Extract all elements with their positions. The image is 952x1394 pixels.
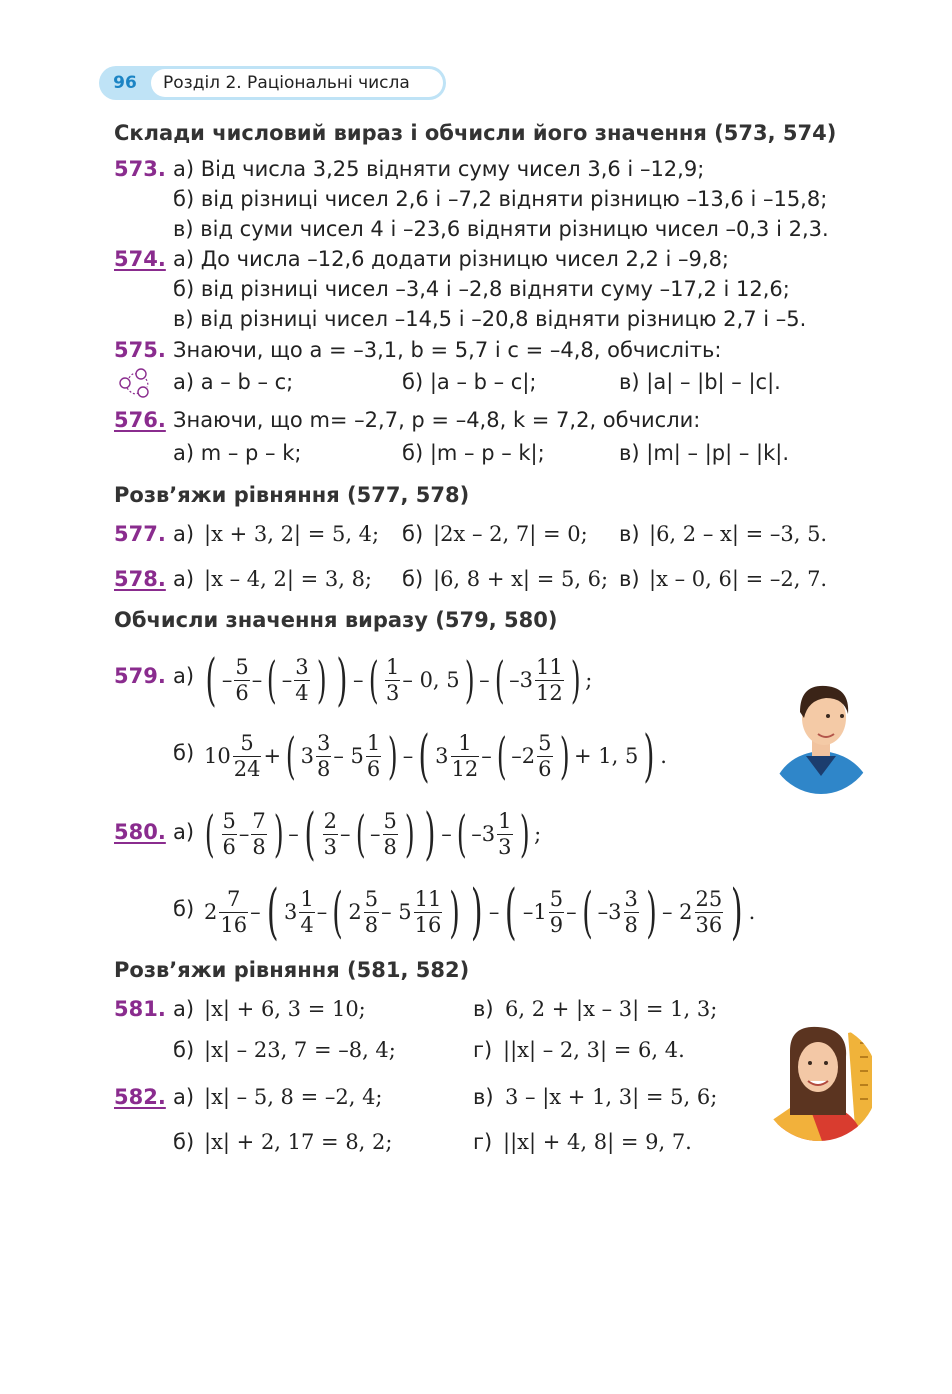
- problem-577-b-label: б): [402, 522, 424, 546]
- problem-number-578: 578.: [114, 567, 166, 591]
- problem-number-573: 573.: [114, 157, 166, 181]
- section-heading-4: Розв’яжи рівняння (581, 582): [114, 958, 470, 982]
- problem-number-576: 576.: [114, 408, 166, 432]
- problem-574-b: б) від різниці чисел –3,4 і –2,8 відняти суму –17,2 і 12,6;: [173, 277, 790, 301]
- problem-573-a: а) Від числа 3,25 відняти суму чисел 3,6 і –12,9;: [173, 157, 705, 181]
- problem-579-b-label: б): [173, 741, 195, 765]
- section-heading-1: Склади числовий вираз і обчисли його значення (573, 574): [114, 121, 837, 145]
- problem-577-c-label: в): [619, 522, 640, 546]
- problem-577-a: |x + 3, 2| = 5, 4;: [204, 522, 380, 546]
- problem-576-intro: Знаючи, що m= –2,7, p = –4,8, k = 7,2, обчисли:: [173, 408, 701, 432]
- expression-580-b: 2 $\frac{7}{16}$ – ( 3 $\frac{1}{4}$ – ( 2 $\frac{5}{8}$ – 5 $\frac{11}{16}$ ) ) – ( –1 $\frac{5}{9}$ – ( –3 $\frac{3}{8}$ ) – 2 $\frac{25}{36}$ ) .: [204, 877, 756, 947]
- problem-576-a: а) m – p – k;: [173, 441, 302, 465]
- problem-number-582: 582.: [114, 1085, 166, 1109]
- problem-582-a: |x| – 5, 8 = –2, 4;: [204, 1085, 383, 1109]
- page-number: 96: [113, 73, 137, 93]
- boy-illustration: [766, 676, 876, 794]
- problem-580-b-label: б): [173, 897, 195, 921]
- problem-number-575: 575.: [114, 338, 166, 362]
- problem-581-b-label: б): [173, 1038, 195, 1062]
- problem-578-a: |x – 4, 2| = 3, 8;: [204, 567, 373, 591]
- problem-582-c-label: в): [473, 1085, 494, 1109]
- problem-575-a: а) a – b – c;: [173, 370, 294, 394]
- problem-580-a-label: а): [173, 820, 195, 844]
- problem-582-d-label: г): [473, 1130, 493, 1154]
- chapter-title: Розділ 2. Раціональні числа: [151, 69, 443, 97]
- problem-575-intro: Знаючи, що a = –3,1, b = 5,7 і c = –4,8, обчисліть:: [173, 338, 722, 362]
- problem-578-c-label: в): [619, 567, 640, 591]
- problem-575-b: б) |a – b – c|;: [402, 370, 537, 394]
- problem-577-b: |2x – 2, 7| = 0;: [433, 522, 588, 546]
- problem-number-581: 581.: [114, 997, 166, 1021]
- problem-578-c: |x – 0, 6| = –2, 7.: [649, 567, 828, 591]
- problem-number-579: 579.: [114, 664, 166, 688]
- expression-579-b: 10 $\frac{5}{24}$ + ( 3 $\frac{3}{8}$ – 5 $\frac{1}{6}$ ) – ( 3 $\frac{1}{12}$ – ( –2 $\frac{5}{6}$ ) + 1, 5 ) .: [204, 723, 667, 789]
- problem-582-b-label: б): [173, 1130, 195, 1154]
- problem-573-b: б) від різниці чисел 2,6 і –7,2 відняти різницю –13,6 і –15,8;: [173, 187, 828, 211]
- problem-574-a: а) До числа –12,6 додати різницю чисел 2,2 і –9,8;: [173, 247, 730, 271]
- problem-576-b: б) |m – p – k|;: [402, 441, 545, 465]
- problem-number-580: 580.: [114, 820, 166, 844]
- problem-578-b-label: б): [402, 567, 424, 591]
- problem-582-c: 3 – |x + 1, 3| = 5, 6;: [505, 1085, 718, 1109]
- problem-576-c: в) |m| – |p| – |k|.: [619, 441, 790, 465]
- section-heading-3: Обчисли значення виразу (579, 580): [114, 608, 558, 632]
- expression-579-a: ( – $\frac{5}{6}$ – ( – $\frac{3}{4}$ ) ) – ( $\frac{1}{3}$ – 0, 5 ) – ( –3 $\frac{11}{12}$ ) ;: [205, 647, 593, 713]
- problem-581-a: |x| + 6, 3 = 10;: [204, 997, 366, 1021]
- people-group-icon: [117, 366, 153, 400]
- problem-577-c: |6, 2 – x| = –3, 5.: [649, 522, 828, 546]
- page-header: [99, 66, 446, 100]
- section-heading-2: Розв’яжи рівняння (577, 578): [114, 483, 470, 507]
- problem-582-b: |x| + 2, 17 = 8, 2;: [204, 1130, 393, 1154]
- expression-580-a: ( $\frac{5}{6}$ – $\frac{7}{8}$ ) – ( $\frac{2}{3}$ – ( – $\frac{5}{8}$ ) ) – ( –3 $\frac{1}{3}$ ) ;: [204, 801, 542, 867]
- problem-578-b: |6, 8 + x| = 5, 6;: [433, 567, 609, 591]
- problem-573-c: в) від суми чисел 4 і –23,6 відняти різницю чисел –0,3 і 2,3.: [173, 217, 829, 241]
- problem-581-c: 6, 2 + |x – 3| = 1, 3;: [505, 997, 718, 1021]
- problem-581-b: |x| – 23, 7 = –8, 4;: [204, 1038, 396, 1062]
- problem-579-a-label: а): [173, 664, 195, 688]
- problem-574-c: в) від різниці чисел –14,5 і –20,8 відняти різницю 2,7 і –5.: [173, 307, 807, 331]
- problem-575-c: в) |a| – |b| – |c|.: [619, 370, 781, 394]
- girl-illustration: [760, 1023, 878, 1141]
- problem-577-a-label: а): [173, 522, 195, 546]
- problem-581-c-label: в): [473, 997, 494, 1021]
- problem-number-577: 577.: [114, 522, 166, 546]
- problem-582-a-label: а): [173, 1085, 195, 1109]
- problem-581-a-label: а): [173, 997, 195, 1021]
- problem-582-d: ||x| + 4, 8| = 9, 7.: [503, 1130, 692, 1154]
- problem-581-d-label: г): [473, 1038, 493, 1062]
- problem-number-574: 574.: [114, 247, 166, 271]
- problem-578-a-label: а): [173, 567, 195, 591]
- problem-581-d: ||x| – 2, 3| = 6, 4.: [503, 1038, 685, 1062]
